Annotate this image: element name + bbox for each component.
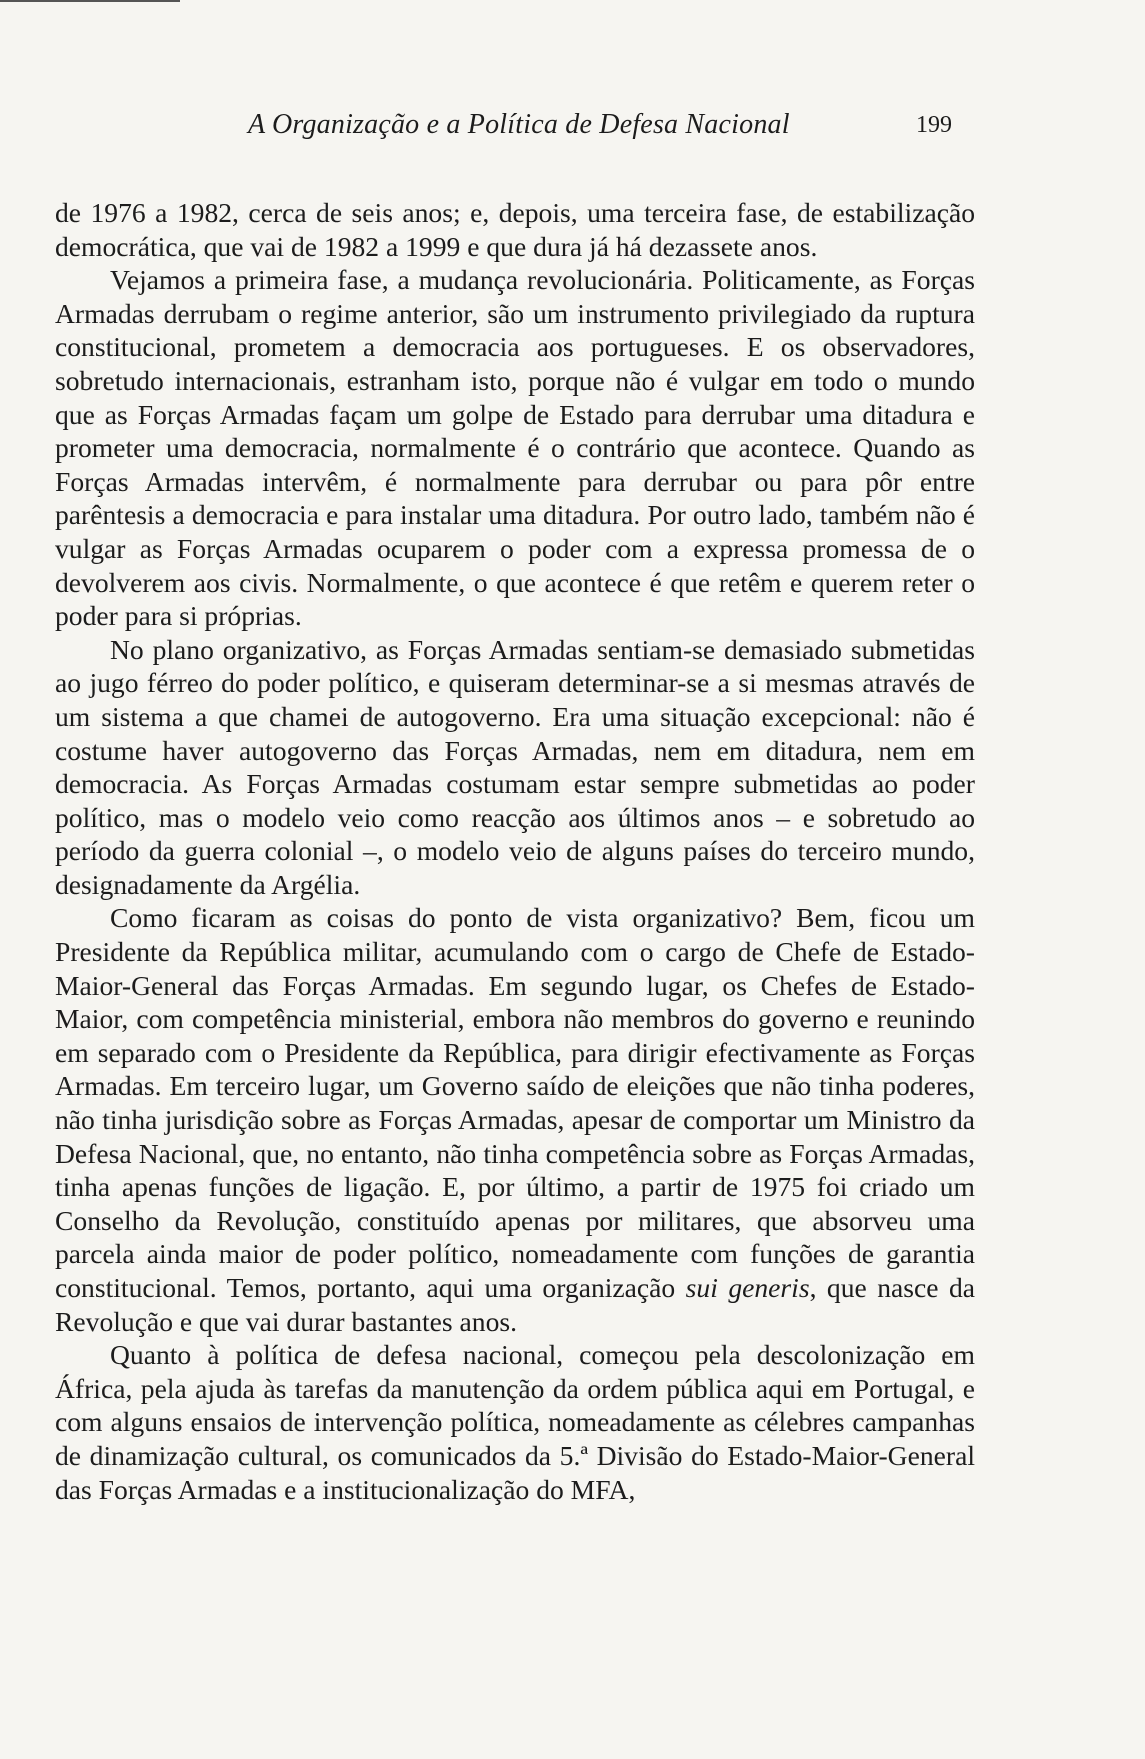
paragraph-text: Como ficaram as coisas do ponto de vista organizativo? Bem, ficou um Presidente da República militar, acumulando com o cargo de Chefe de Estado-Maior-General das Forças Armadas. Em segundo lugar, os Chefes de Estado-Maior, com competência ministerial, embora não membros do governo e reunindo em separado com o Presidente da República, para dirigir efectivamente as Forças Armadas. Em terceiro lugar, um Governo saído de eleições que não tinha poderes, não tinha jurisdição sobre as Forças Armadas, apesar de comportar um Ministro da Defesa Nacional, que, no entanto, não tinha competência sobre as Forças Armadas, tinha apenas funções de ligação. E, por último, a partir de 1975 foi criado um Conselho da Revolução, constituído apenas por militares, que absorveu uma parcela ainda maior de poder político, nomeadamente com funções de garantia constitucional. Temos, portanto, aqui uma organização (55, 902, 975, 1303)
paragraph: No plano organizativo, as Forças Armadas sentiam-se demasiado submetidas ao jugo férreo do poder político, e quiseram determinar-se a si mesmas através de um sistema a que chamei de autogoverno. Era uma situação excepcional: não é costume haver autogoverno das Forças Armadas, nem em ditadura, nem em democracia. As Forças Armadas costumam estar sempre submetidas ao poder político, mas o modelo veio como reacção aos últimos anos – e sobretudo ao período da guerra colonial –, o modelo veio de alguns países do terceiro mundo, designadamente da Argélia. (55, 633, 975, 900)
paragraph (55, 901, 975, 1338)
scan-edge-rule (0, 0, 180, 2)
page-number: 199 (916, 112, 952, 138)
paragraph-text: , que nasce da Revolução e que vai durar bastantes anos. (55, 1272, 975, 1337)
paragraph: Quanto à política de defesa nacional, começou pela descolonização em África, pela ajuda às tarefas da manutenção da ordem pública aqui em Portugal, e com alguns ensaios de intervenção política, nomeadamente as célebres campanhas de dinamização cultural, os comunicados da 5.ª Divisão do Estado-Maior-General das Forças Armadas e a institucionalização do MFA, (55, 1339, 975, 1505)
running-head (55, 105, 975, 145)
italic-term: sui generis (685, 1272, 810, 1303)
paragraph-continuation: de 1976 a 1982, cerca de seis anos; e, depois, uma terceira fase, de estabilização democrática, que vai de 1982 a 1999 e que dura já há dezassete anos. (55, 197, 975, 262)
running-title: A Organização e a Política de Defesa Nacional (248, 109, 790, 140)
body-text (55, 196, 975, 1506)
paragraph: Vejamos a primeira fase, a mudança revolucionária. Politicamente, as Forças Armadas derrubam o regime anterior, são um instrumento privilegiado da ruptura constitucional, prometem a democracia aos portugueses. E os observadores, sobretudo internacionais, estranham isto, porque não é vulgar em todo o mundo que as Forças Armadas façam um golpe de Estado para derrubar uma ditadura e prometer uma democracia, normalmente é o contrário que acontece. Quando as Forças Armadas intervêm, é normalmente para derrubar ou para pôr entre parêntesis a democracia e para instalar uma ditadura. Por outro lado, também não é vulgar as Forças Armadas ocuparem o poder com a expressa promessa de o devolverem aos civis. Normalmente, o que acontece é que retêm e querem reter o poder para si próprias. (55, 264, 975, 632)
